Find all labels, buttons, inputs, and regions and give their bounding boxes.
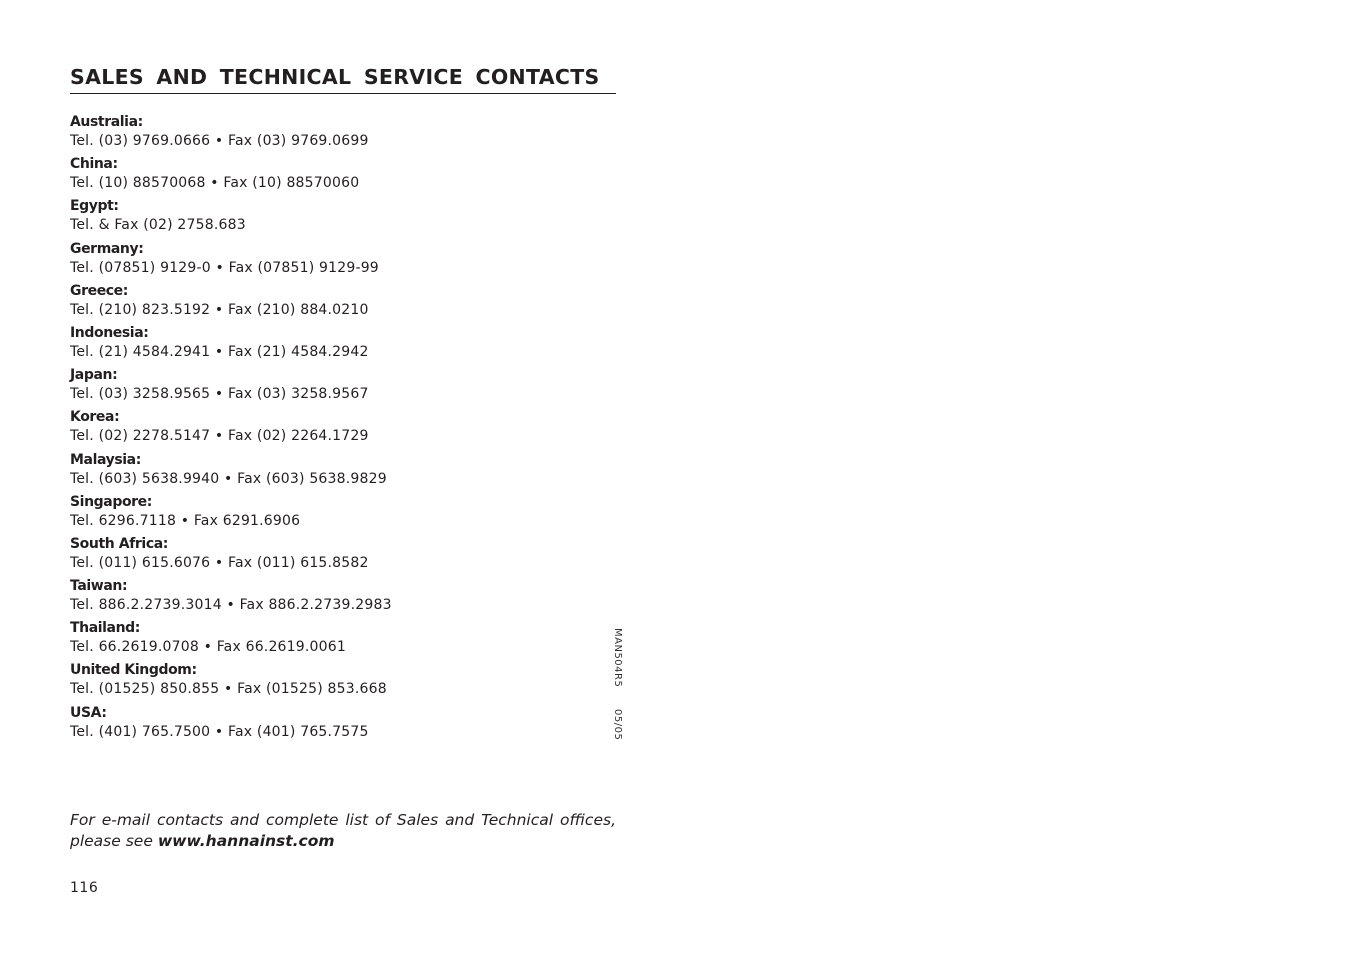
contact-phone: Tel. (401) 765.7500 • Fax (401) 765.7575 <box>70 723 369 740</box>
contact-entry <box>70 197 610 239</box>
contact-country: USA: <box>70 704 107 721</box>
footnote-text: For e-mail contacts and complete list of Sales and Technical offices, please see <box>70 811 616 850</box>
page-number: 116 <box>70 880 99 896</box>
contact-phone: Tel. (02) 2278.5147 • Fax (02) 2264.1729 <box>70 428 369 445</box>
contact-country: Greece: <box>70 282 128 299</box>
contact-country: United Kingdom: <box>70 662 197 679</box>
contact-country: Singapore: <box>70 493 152 510</box>
page-title: SALES AND TECHNICAL SERVICE CONTACTS <box>70 65 600 89</box>
contact-entry <box>70 155 610 197</box>
contact-country: Korea: <box>70 409 120 426</box>
contact-phone: Tel. (07851) 9129-0 • Fax (07851) 9129-99 <box>70 259 379 276</box>
contact-country: Egypt: <box>70 198 119 215</box>
contact-phone: Tel. 6296.7118 • Fax 6291.6906 <box>70 512 301 529</box>
website-link[interactable]: www.hannainst.com <box>157 832 335 850</box>
contact-entry <box>70 240 610 282</box>
contact-entry <box>70 577 610 619</box>
contact-phone: Tel. (01525) 850.855 • Fax (01525) 853.668 <box>70 681 387 698</box>
contact-entry <box>70 451 610 493</box>
contact-phone: Tel. (210) 823.5192 • Fax (210) 884.0210 <box>70 301 369 318</box>
contact-phone: Tel. (03) 9769.0666 • Fax (03) 9769.0699 <box>70 133 369 149</box>
manual-date: 05/05 <box>612 709 623 741</box>
footnote <box>70 810 616 852</box>
contact-phone: Tel. & Fax (02) 2758.683 <box>70 217 246 234</box>
contact-country: Taiwan: <box>70 578 128 595</box>
contact-list <box>70 113 610 746</box>
contact-entry <box>70 535 610 577</box>
manual-code: MAN504R5 <box>612 628 623 688</box>
contact-entry <box>70 113 610 155</box>
contact-entry <box>70 619 610 661</box>
contact-country: South Africa: <box>70 535 168 552</box>
contact-entry <box>70 493 610 535</box>
page-header <box>70 64 616 94</box>
contact-country: Malaysia: <box>70 451 141 468</box>
contact-entry <box>70 704 610 746</box>
contact-phone: Tel. (03) 3258.9565 • Fax (03) 3258.9567 <box>70 386 369 403</box>
contact-country: Thailand: <box>70 620 140 637</box>
contact-phone: Tel. (603) 5638.9940 • Fax (603) 5638.9829 <box>70 470 387 487</box>
contact-phone: Tel. (10) 88570068 • Fax (10) 88570060 <box>70 175 360 192</box>
contact-phone: Tel. 66.2619.0708 • Fax 66.2619.0061 <box>70 639 346 656</box>
contact-phone: Tel. (21) 4584.2941 • Fax (21) 4584.2942 <box>70 343 369 360</box>
contact-entry <box>70 324 610 366</box>
contact-entry <box>70 282 610 324</box>
contact-phone: Tel. 886.2.2739.3014 • Fax 886.2.2739.2983 <box>70 597 392 614</box>
contact-country: Germany: <box>70 240 144 257</box>
contact-entry <box>70 408 610 450</box>
contact-country: China: <box>70 156 118 173</box>
contact-country: Japan: <box>70 367 118 384</box>
contact-entry <box>70 661 610 703</box>
contact-country: Australia: <box>70 114 143 130</box>
contact-entry <box>70 366 610 408</box>
contact-country: Indonesia: <box>70 324 149 341</box>
contact-phone: Tel. (011) 615.6076 • Fax (011) 615.8582 <box>70 554 369 571</box>
